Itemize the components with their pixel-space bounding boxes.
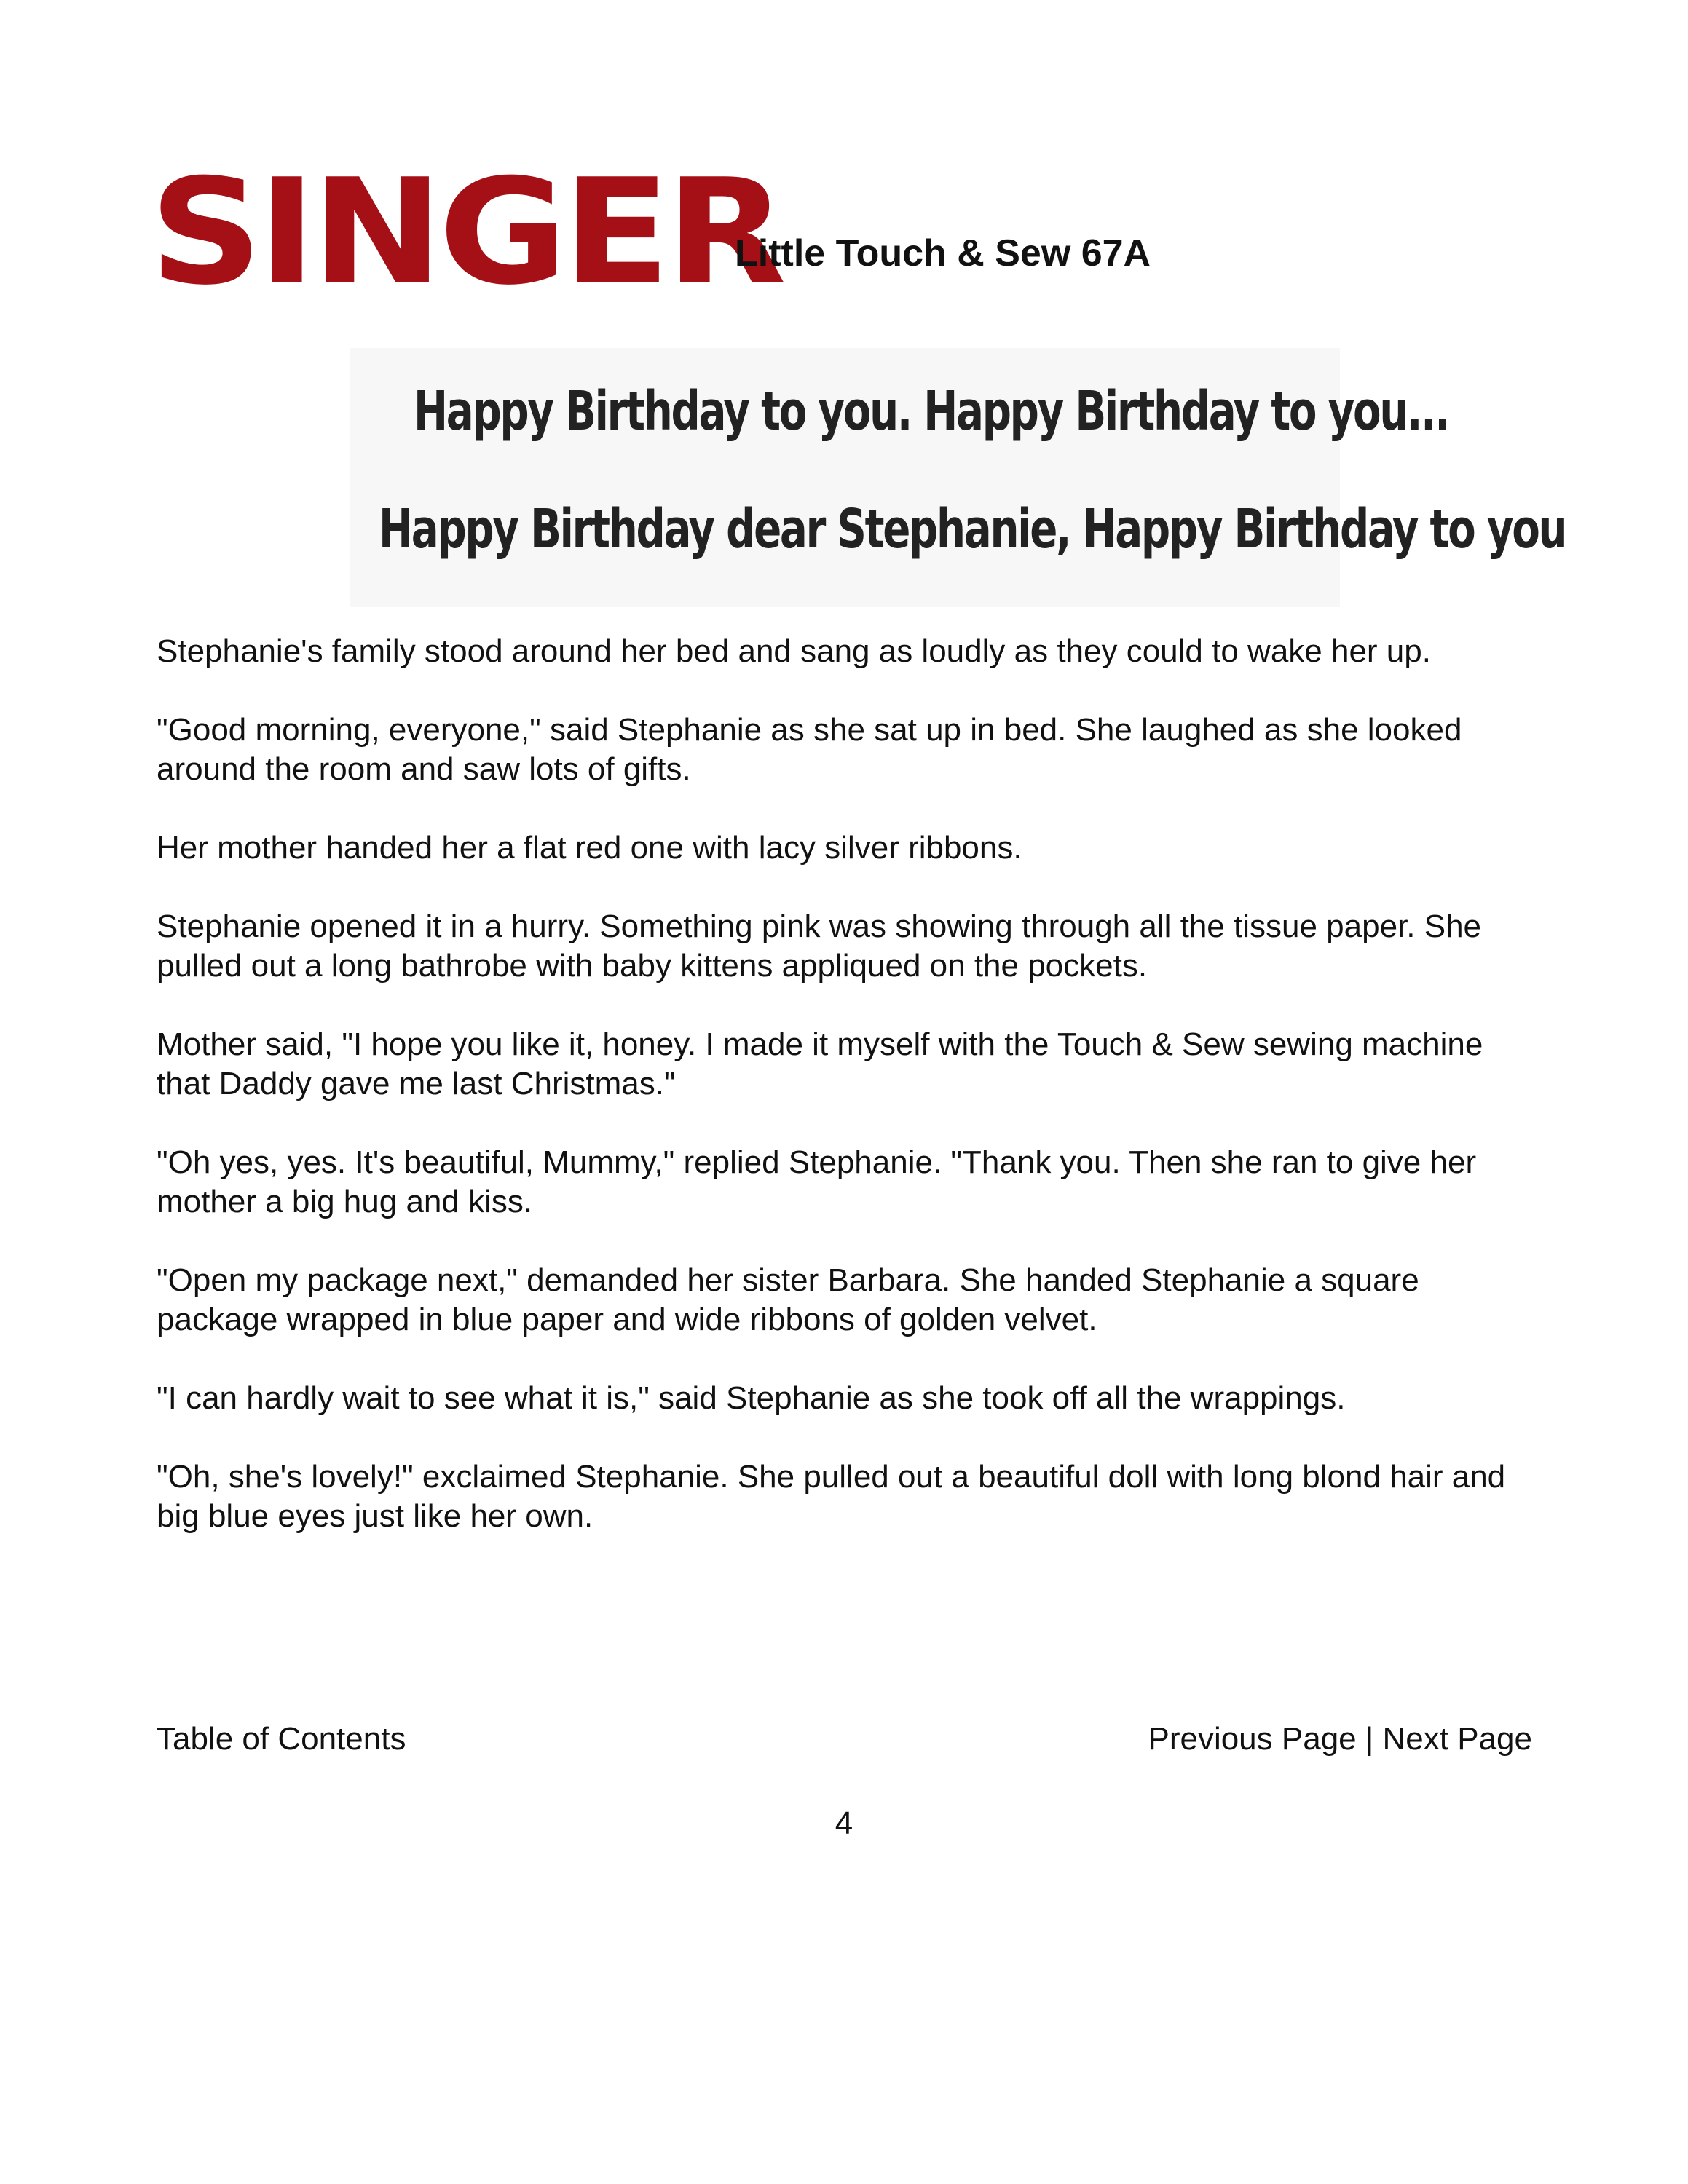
story-text (157, 632, 1540, 1575)
story-paragraph: "Good morning, everyone," said Stephanie as she sat up in bed. She laughed as she looked around the room and saw lots of gifts. (157, 712, 1462, 787)
story-paragraph: "Oh yes, yes. It's beautiful, Mummy," replied Stephanie. "Thank you. Then she ran to give her mother a big hug and kiss. (157, 1144, 1477, 1219)
previous-page-link[interactable]: Previous Page (1148, 1721, 1357, 1757)
story-paragraph: "Oh, she's lovely!" exclaimed Stephanie. She pulled out a beautiful doll with long blond hair and big blue eyes just like her own. (157, 1459, 1506, 1534)
story-paragraph: Stephanie opened it in a hurry. Something pink was showing through all the tissue paper. She pulled out a long bathrobe with baby kittens appliqued on the pockets. (157, 909, 1482, 984)
next-page-link[interactable]: Next Page (1382, 1721, 1532, 1757)
story-paragraph: Mother said, "I hope you like it, honey. I made it myself with the Touch & Sew sewing machine that Daddy gave me last Christmas." (157, 1026, 1483, 1101)
banner-line-1: Happy Birthday to you. Happy Birthday to you... (414, 380, 1449, 443)
table-of-contents-link[interactable]: Table of Contents (157, 1721, 406, 1757)
model-title: Little Touch & Sew 67A (735, 232, 1151, 274)
banner-line-2: Happy Birthday dear Stephanie, Happy Birthday to you (379, 498, 1566, 561)
singer-logo: SINGER (149, 148, 782, 317)
story-paragraph: "I can hardly wait to see what it is," said Stephanie as she took off all the wrappings. (157, 1380, 1346, 1416)
birthday-song-banner (350, 348, 1566, 607)
story-paragraph: Stephanie's family stood around her bed and sang as loudly as they could to wake her up. (157, 633, 1431, 669)
footer-nav-right (1148, 1720, 1532, 1759)
story-paragraph: Her mother handed her a flat red one with lacy silver ribbons. (157, 830, 1022, 866)
nav-separator: | (1356, 1721, 1383, 1757)
page-number: 4 (835, 1805, 853, 1841)
footer-nav-left (157, 1720, 406, 1759)
story-paragraph: "Open my package next," demanded her sister Barbara. She handed Stephanie a square package wrapped in blue paper and wide ribbons of golden velvet. (157, 1262, 1419, 1337)
